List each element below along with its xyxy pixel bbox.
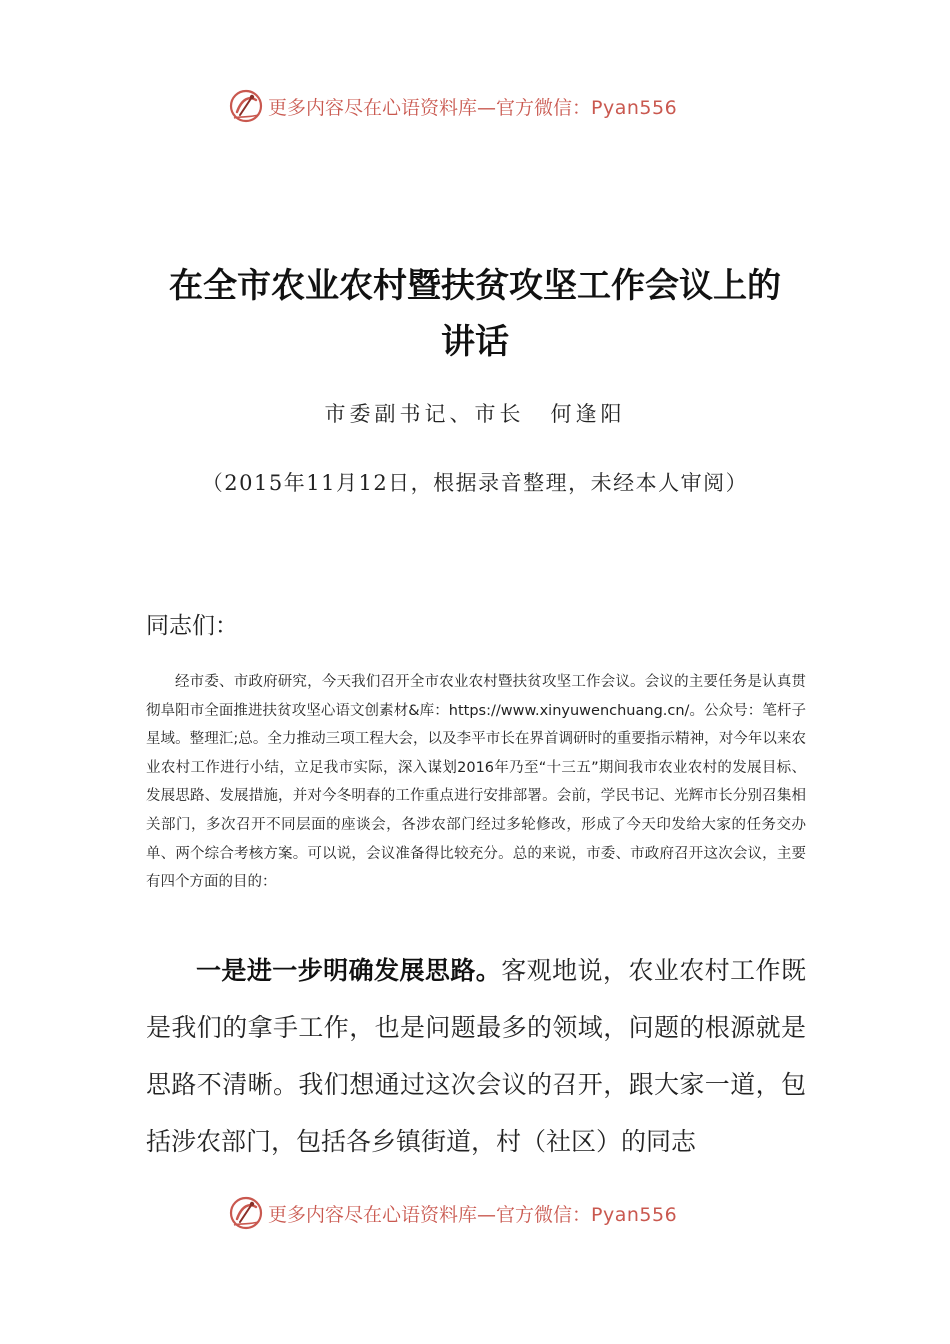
logo-icon xyxy=(228,1195,264,1231)
author-name: 何逢阳 xyxy=(550,402,626,426)
salutation: 同志们： xyxy=(146,613,238,639)
header-banner xyxy=(228,86,748,126)
date-note: （2015年11月12日，根据录音整理，未经本人审阅） xyxy=(201,471,749,495)
intro-paragraph: 经市委、市政府研究，今天我们召开全市农业农村暨扶贫攻坚工作会议。会议的主要任务是认真贯彻阜阳市全面推进扶贫攻坚心语文创素材&库：https://www.xinyuwenchuang.cn/。公众号：笔杆子星域。整理汇;总。全力推动三项工程大会，以及李平市长在界首调研时的重要指示精神，对今年以来农业农村工作进行小结，立足我市实际，深入谋划2016年乃至“十三五”期间我市农业农村的发展目标、发展思路、发展措施，并对今冬明春的工作重点进行安排部署。会前，学民书记、光辉市长分别召集相关部门，多次召开不同层面的座谈会，各涉农部门经过多轮修改，形成了今天印发给大家的任务交办单、两个综合考核方案。可以说，会议准备得比较充分。总的来说，市委、市政府召开这次会议，主要有四个方面的目的： xyxy=(146,674,806,891)
point-1-lead: 一是进一步明确发展思路。 xyxy=(196,956,502,985)
title-line-1: 在全市农业农村暨扶贫攻坚工作会议上的 xyxy=(169,266,781,306)
wechat-id: Pyan556 xyxy=(591,96,678,119)
banner-text: 更多内容尽在心语资料库—官方微信：Pyan556 xyxy=(268,96,678,119)
author-role: 市委副书记、市长 xyxy=(324,402,525,426)
document-title xyxy=(100,258,850,370)
footer-banner xyxy=(228,1193,748,1233)
point-1-body: 客观地说，农业农村工作既是我们的拿手工作，也是问题最多的领域，问题的根源就是思路不清晰。我们想通过这次会议的召开，跟大家一道，包括涉农部门，包括各乡镇街道，村（社区）的同志 xyxy=(146,956,806,1156)
point-1-paragraph xyxy=(146,942,806,1170)
wechat-id: Pyan556 xyxy=(591,1203,678,1226)
title-line-2: 讲话 xyxy=(441,322,509,362)
logo-icon xyxy=(228,88,264,124)
author-line xyxy=(100,398,850,428)
banner-text: 更多内容尽在心语资料库—官方微信：Pyan556 xyxy=(268,1203,678,1226)
